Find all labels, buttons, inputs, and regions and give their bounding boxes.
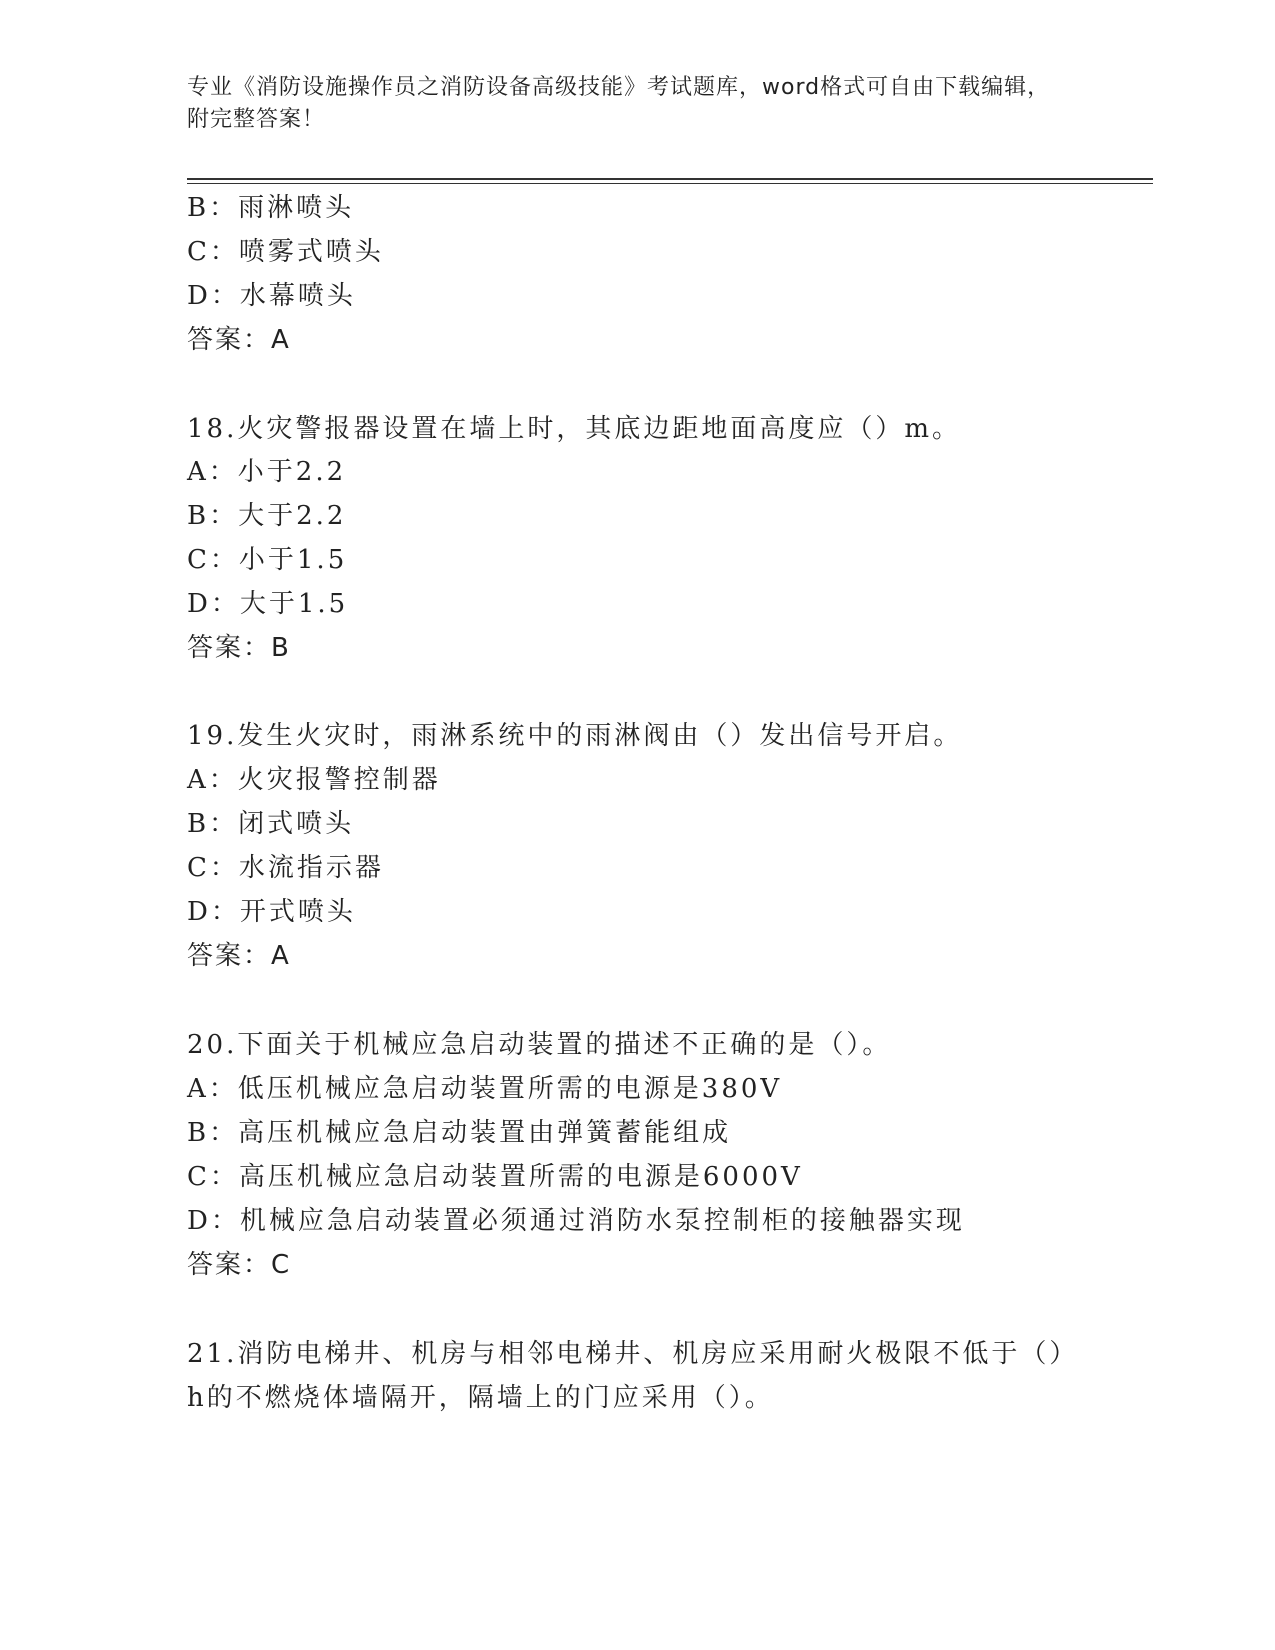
q20-answer: 答案：C: [187, 1250, 292, 1280]
q19-option-c: C：水流指示器: [187, 853, 384, 883]
q20-option-a: A：低压机械应急启动装置所需的电源是380V: [187, 1074, 783, 1104]
q21-question-line-2: h的不燃烧体墙隔开，隔墙上的门应采用（）。: [187, 1383, 774, 1413]
q21-question-line-1: 21.消防电梯井、机房与相邻电梯井、机房应采用耐火极限不低于（）: [187, 1339, 1079, 1369]
header-divider: [187, 178, 1153, 180]
q19-option-a: A：火灾报警控制器: [187, 765, 441, 795]
q18-answer: 答案：B: [187, 633, 291, 663]
q18-option-b: B：大于2.2: [187, 501, 347, 531]
header-divider-thin: [187, 183, 1153, 184]
q18-question: 18.火灾警报器设置在墙上时，其底边距地面高度应（）m。: [187, 414, 962, 444]
q20-option-b: B：高压机械应急启动装置由弹簧蓄能组成: [187, 1118, 732, 1148]
q17-answer: 答案：A: [187, 325, 291, 355]
q18-option-a: A：小于2.2: [187, 457, 347, 487]
q20-question: 20.下面关于机械应急启动装置的描述不正确的是（）。: [187, 1030, 892, 1060]
q19-question: 19.发生火灾时，雨淋系统中的雨淋阀由（）发出信号开启。: [187, 721, 963, 751]
q17-option-c: C：喷雾式喷头: [187, 237, 384, 267]
q19-option-d: D：开式喷头: [187, 897, 356, 927]
q19-option-b: B：闭式喷头: [187, 809, 355, 839]
q17-option-b: B：雨淋喷头: [187, 193, 355, 223]
q19-answer: 答案：A: [187, 941, 291, 971]
q20-option-c: C：高压机械应急启动装置所需的电源是6000V: [187, 1162, 803, 1192]
q20-option-d: D：机械应急启动装置必须通过消防水泵控制柜的接触器实现: [187, 1206, 965, 1236]
q18-option-d: D：大于1.5: [187, 589, 349, 619]
document-header: 专业《消防设施操作员之消防设备高级技能》考试题库，word格式可自由下载编辑，附完整答案！: [187, 75, 1051, 132]
q17-option-d: D：水幕喷头: [187, 281, 356, 311]
q18-option-c: C：小于1.5: [187, 545, 348, 575]
